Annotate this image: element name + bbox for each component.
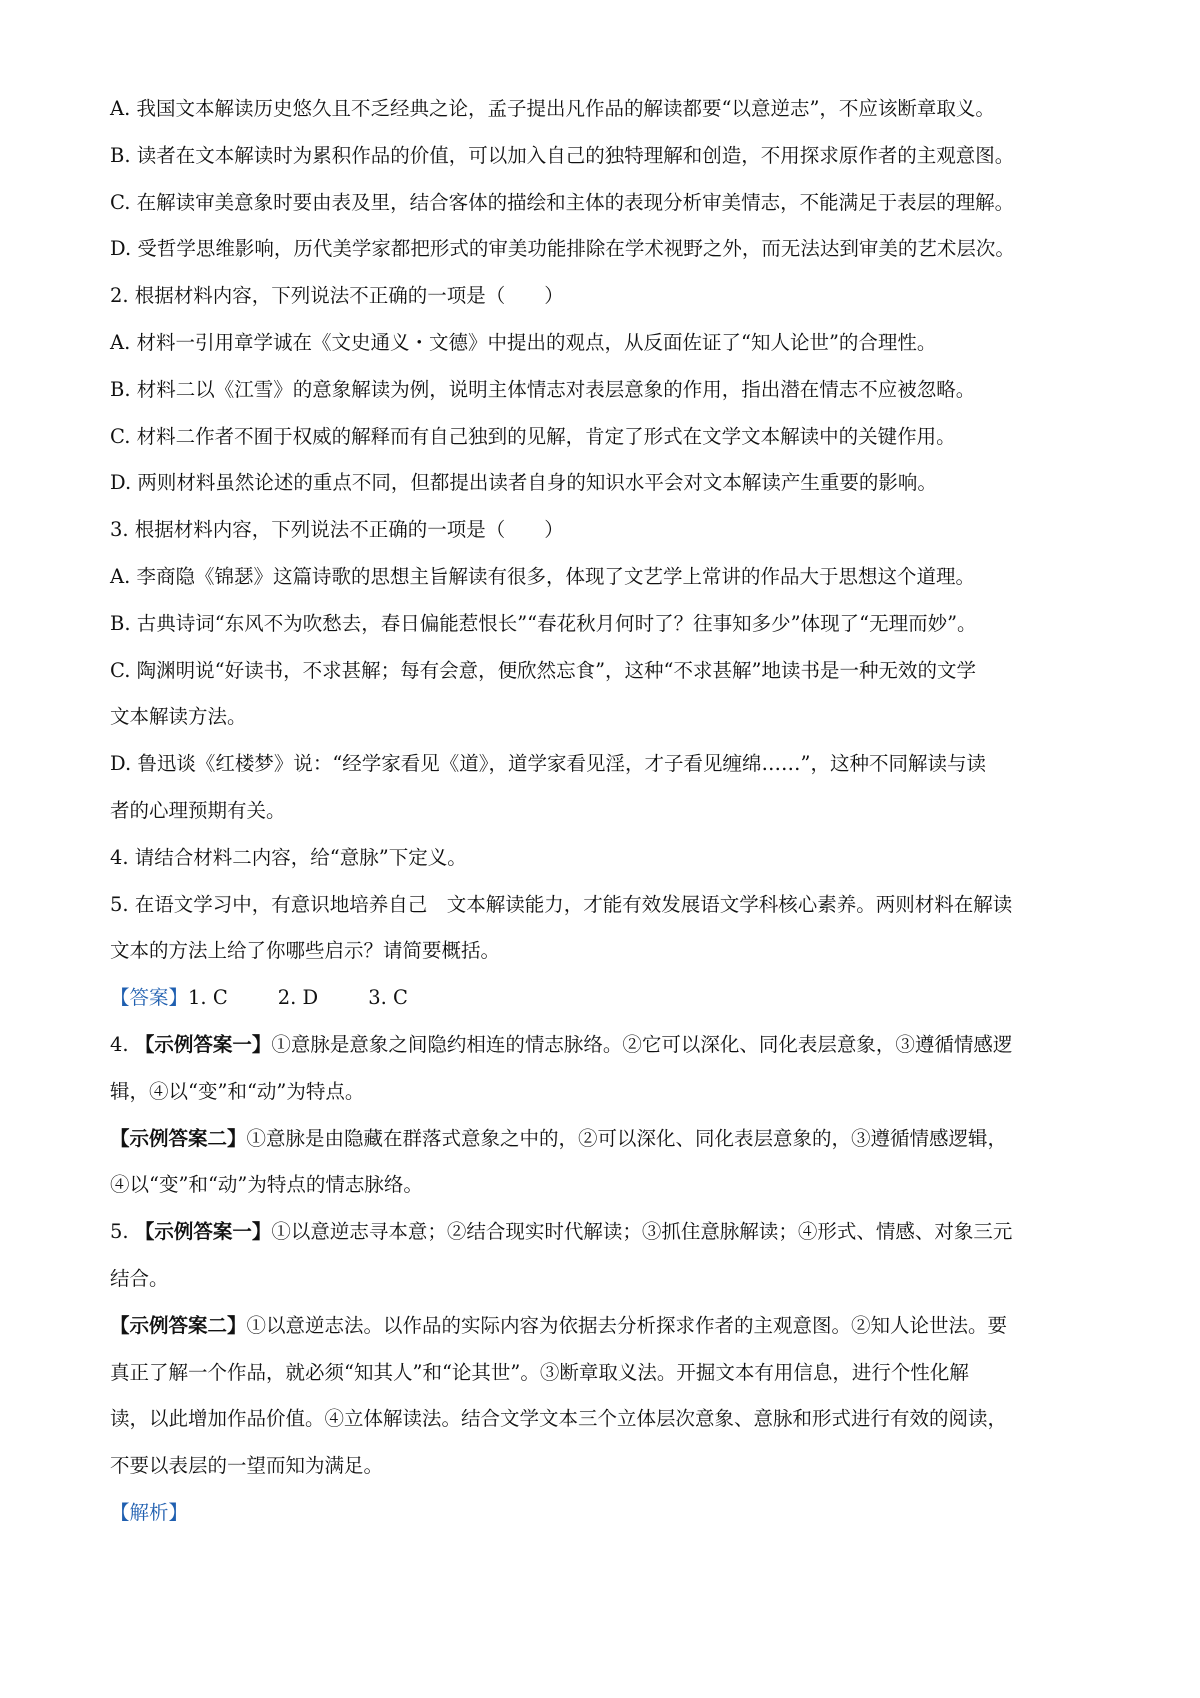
a5-example2-line4: 不要以表层的一望而知为满足。 [110,1454,384,1478]
a5-example2-line3: 读，以此增加作品价值。④立体解读法。结合文学文本三个立体层次意象、意脉和形式进行有效的阅读， [110,1407,1008,1431]
q5-stem-line1: 5. 在语文学习中，有意识地培养自己 文本解读能力，才能有效发展语文学科核心素养。两则材料在解读 [110,892,1013,916]
q1-option-d: D. 受哲学思维影响，历代美学家都把形式的审美功能排除在学术视野之外，而无法达到审美的艺术层次。 [110,237,1015,261]
a4-example2-label: 【示例答案二】 [110,1126,247,1150]
q3-option-d-line2: 者的心理预期有关。 [110,798,286,822]
a5-example2-line1 [110,1303,1100,1350]
q2-option-c: C. 材料二作者不囿于权威的解释而有自己独到的见解，肯定了形式在文学文本解读中的关键作用。 [110,424,956,448]
a4-example1-line2: 辑，④以“变”和“动”为特点。 [110,1079,365,1103]
a4-example1-text1: ①意脉是意象之间隐约相连的情志脉络。②它可以深化、同化表层意象，③遵循情感逻 [271,1032,1013,1056]
q3-option-c-line1: C. 陶渊明说“好读书，不求甚解；每有会意，便欣然忘食”，这种“不求甚解”地读书是一种无效的文学 [110,658,976,682]
answer-3: 3. C [368,986,408,1010]
q1-option-c: C. 在解读审美意象时要由表及里，结合客体的描绘和主体的表现分析审美情志，不能满足于表层的理解。 [110,190,1015,214]
q2-option-a: A. 材料一引用章学诚在《文史通义・文德》中提出的观点，从反面佐证了“知人论世”的合理性。 [110,330,937,354]
q2-stem: 2. 根据材料内容，下列说法不正确的一项是（ ） [110,284,564,308]
q3-stem: 3. 根据材料内容，下列说法不正确的一项是（ ） [110,518,564,542]
answer-line [110,975,1100,1022]
a5-example1-text1: ①以意逆志寻本意；②结合现实时代解读；③抓住意脉解读；④形式、情感、对象三元 [271,1220,1013,1244]
a5-example2-line2: 真正了解一个作品，就必须“知其人”和“论其世”。③断章取义法。开掘文本有用信息，进行个性化解 [110,1360,969,1384]
a5-prefix: 5. [110,1220,135,1244]
analysis-label: 【解析】 [110,1500,189,1524]
a5-example1-line2: 结合。 [110,1266,169,1290]
a4-example2-line1 [110,1116,1100,1163]
q1-option-a: A. 我国文本解读历史悠久且不乏经典之论，孟子提出凡作品的解读都要“以意逆志”，不应该断章取义。 [110,97,995,120]
q2-option-d: D. 两则材料虽然论述的重点不同，但都提出读者自身的知识水平会对文本解读产生重要的影响。 [110,471,937,495]
q5-stem-line2: 文本的方法上给了你哪些启示？请简要概括。 [110,939,501,963]
a4-example2-text1: ①意脉是由隐藏在群落式意象之中的，②可以深化、同化表层意象的，③遵循情感逻辑， [246,1126,1008,1150]
a4-prefix: 4. [110,1032,135,1056]
answer-2: 2. D [277,986,319,1010]
a5-example2-label: 【示例答案二】 [110,1313,247,1337]
a4-example1-label: 【示例答案一】 [134,1032,272,1056]
answer-label: 【答案】 [110,986,189,1010]
q3-option-c-line2: 文本解读方法。 [110,705,247,729]
a5-example1-label: 【示例答案一】 [134,1220,272,1244]
a5-example1-line1 [110,1209,1100,1256]
q3-option-b: B. 古典诗词“东风不为吹愁去，春日偏能惹恨长”“春花秋月何时了？往事知多少”体现了“无理而妙”。 [110,611,977,635]
answer-1: 1. C [188,986,228,1010]
analysis-line [110,1490,1100,1537]
q4-stem: 4. 请结合材料二内容，给“意脉”下定义。 [110,845,467,869]
a5-example2-text1: ①以意逆志法。以作品的实际内容为依据去分析探求作者的主观意图。②知人论世法。要 [246,1313,1008,1337]
q2-option-b: B. 材料二以《江雪》的意象解读为例，说明主体情志对表层意象的作用，指出潜在情志不应被忽略。 [110,377,976,401]
q3-option-a: A. 李商隐《锦瑟》这篇诗歌的思想主旨解读有很多，体现了文艺学上常讲的作品大于思想这个道理。 [110,564,975,588]
document-page [110,86,1100,1537]
a4-example1-line1 [110,1022,1100,1069]
a4-example2-line2: ④以“变”和“动”为特点的情志脉络。 [110,1173,423,1197]
q3-option-d-line1: D. 鲁迅谈《红楼梦》说：“经学家看见《道》，道学家看见淫，才子看见缠绵……”，这种不同解读与读 [110,752,987,776]
q1-option-b: B. 读者在文本解读时为累积作品的价值，可以加入自己的独特理解和创造，不用探求原作者的主观意图。 [110,143,1015,167]
